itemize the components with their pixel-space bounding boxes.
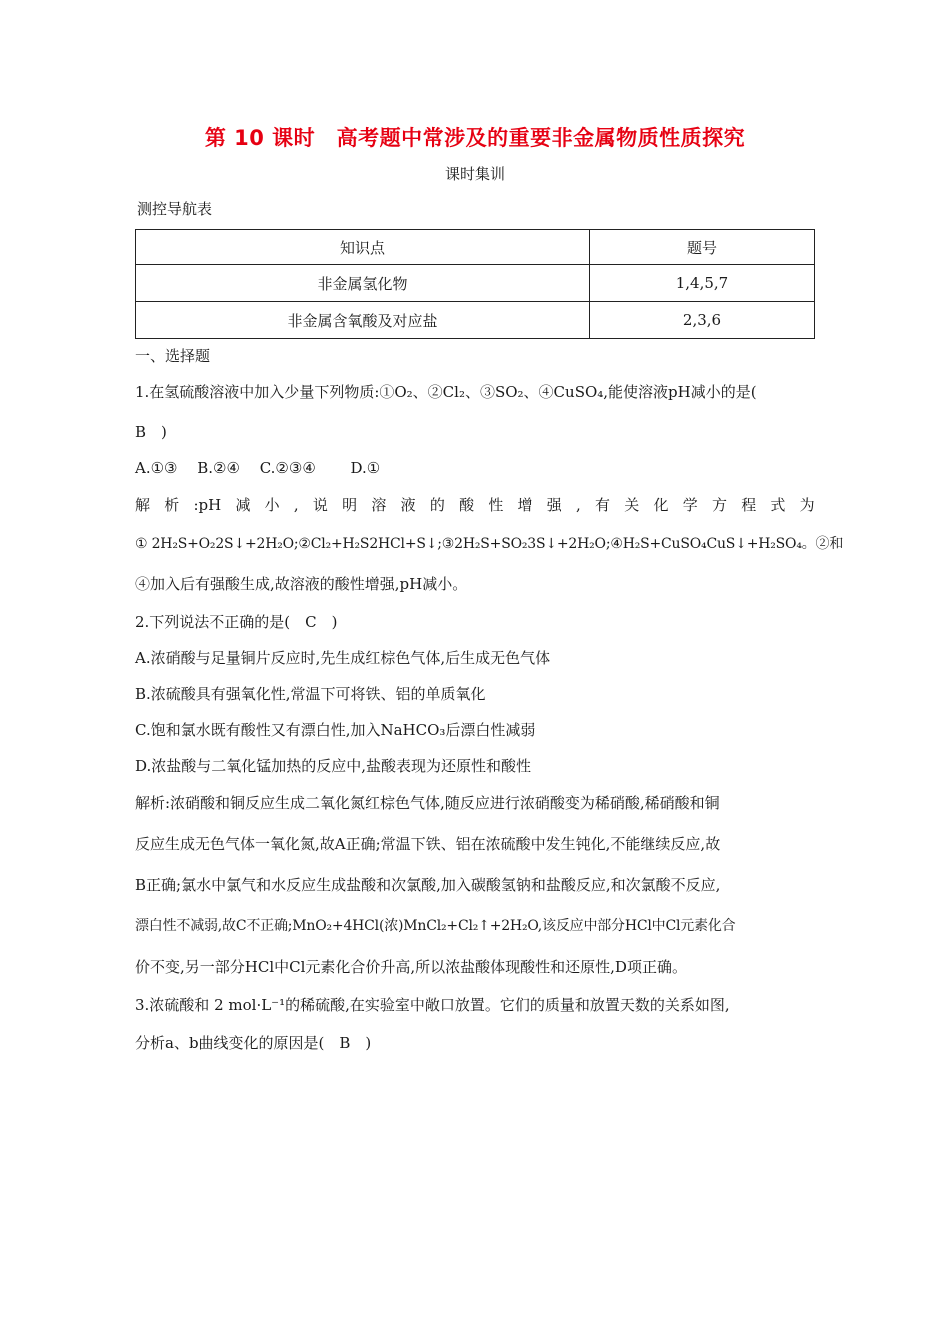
table-header-cell: 题号 — [590, 230, 815, 265]
page-subtitle: 课时集训 — [444, 165, 505, 183]
analysis-word: , — [576, 496, 581, 514]
q1-analysis-line-1 — [135, 495, 815, 515]
analysis-word: 强 — [546, 496, 562, 514]
analysis-word: 有 — [595, 496, 611, 514]
analysis-word: :pH — [193, 496, 222, 514]
nav-table — [135, 229, 815, 339]
analysis-word: 为 — [799, 496, 815, 514]
q2-option-b: B.浓硫酸具有强氧化性,常温下可将铁、铝的单质氧化 — [135, 685, 486, 703]
analysis-word: 程 — [741, 496, 757, 514]
table-cell: 非金属氢化物 — [136, 265, 590, 302]
analysis-word: 析 — [164, 496, 180, 514]
nav-table-label: 测控导航表 — [137, 200, 213, 218]
q2-analysis-line-1: 解析:浓硝酸和铜反应生成二氧化氮红棕色气体,随反应进行浓硝酸变为稀硝酸,稀硝酸和铜 — [135, 794, 720, 812]
q2-analysis-line-2: 反应生成无色气体一氧化氮,故A正确;常温下铁、铝在浓硫酸中发生钝化,不能继续反应,故 — [135, 835, 721, 853]
table-header-row — [136, 230, 815, 265]
analysis-word: 方 — [711, 496, 727, 514]
table-cell: 非金属含氧酸及对应盐 — [136, 302, 590, 339]
page-title: 第 10 课时 高考题中常涉及的重要非金属物质性质探究 — [204, 126, 746, 150]
analysis-word: , — [293, 496, 299, 514]
analysis-word: 说 — [312, 496, 328, 514]
section-heading: 一、选择题 — [135, 347, 211, 365]
analysis-word: 关 — [624, 496, 640, 514]
analysis-word: 减 — [235, 496, 251, 514]
q2-stem: 2.下列说法不正确的是( C ) — [135, 613, 338, 631]
analysis-word: 式 — [770, 496, 786, 514]
q2-analysis-line-4: 漂白性不减弱,故C不正确;MnO₂+4HCl(浓)MnCl₂+Cl₂↑+2H₂O,该反应中部分HCl中Cl元素化合 — [135, 918, 736, 934]
table-row — [136, 302, 815, 339]
q1-answer: B ) — [135, 423, 167, 441]
q1-stem: 1.在氢硫酸溶液中加入少量下列物质:①O₂、②Cl₂、③SO₂、④CuSO₄,能使溶液pH减小的是( — [135, 383, 757, 401]
q1-options: A.①③ B.②④ C.②③④ D.① — [135, 459, 381, 477]
analysis-word: 酸 — [459, 496, 475, 514]
q3-stem-line-2: 分析a、b曲线变化的原因是( B ) — [135, 1034, 372, 1052]
analysis-word: 性 — [488, 496, 504, 514]
analysis-word: 增 — [517, 496, 533, 514]
analysis-word: 液 — [400, 496, 416, 514]
q2-option-d: D.浓盐酸与二氧化锰加热的反应中,盐酸表现为还原性和酸性 — [135, 757, 532, 775]
analysis-word: 的 — [429, 496, 445, 514]
analysis-word: 学 — [682, 496, 698, 514]
analysis-word: 解 — [135, 496, 151, 514]
q2-analysis-line-3: B正确;氯水中氯气和水反应生成盐酸和次氯酸,加入碳酸氢钠和盐酸反应,和次氯酸不反应, — [135, 876, 721, 894]
table-cell: 1,4,5,7 — [590, 265, 815, 302]
q2-analysis-line-5: 价不变,另一部分HCl中Cl元素化合价升高,所以浓盐酸体现酸性和还原性,D项正确。 — [135, 958, 687, 976]
table-cell: 2,3,6 — [590, 302, 815, 339]
q2-option-c: C.饱和氯水既有酸性又有漂白性,加入NaHCO₃后漂白性减弱 — [135, 721, 536, 739]
table-header-cell: 知识点 — [136, 230, 590, 265]
analysis-word: 小 — [264, 496, 280, 514]
q1-analysis-line-3: ④加入后有强酸生成,故溶液的酸性增强,pH减小。 — [135, 575, 468, 593]
table-row — [136, 265, 815, 302]
q2-option-a: A.浓硝酸与足量铜片反应时,先生成红棕色气体,后生成无色气体 — [135, 649, 551, 667]
analysis-word: 溶 — [371, 496, 387, 514]
analysis-word: 化 — [653, 496, 669, 514]
analysis-word: 明 — [342, 496, 358, 514]
q3-stem-line-1: 3.浓硫酸和 2 mol·L⁻¹的稀硫酸,在实验室中敞口放置。它们的质量和放置天数的关系如图, — [135, 996, 730, 1014]
q1-analysis-line-2: ① 2H₂S+O₂2S↓+2H₂O;②Cl₂+H₂S2HCl+S↓;③2H₂S+SO₂3S↓+2H₂O;④H₂S+CuSO₄CuS↓+H₂SO₄。②和 — [135, 536, 844, 552]
